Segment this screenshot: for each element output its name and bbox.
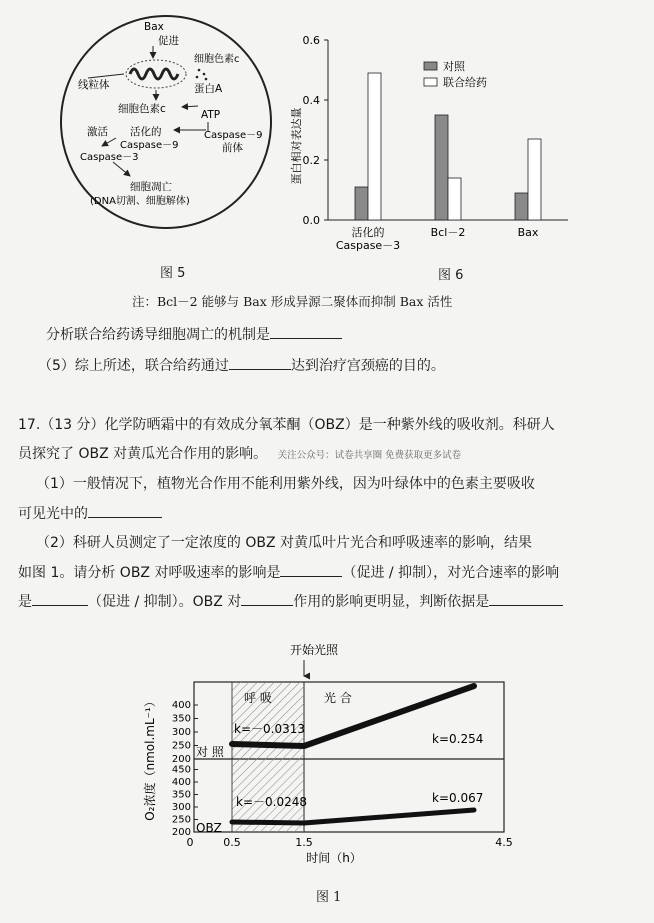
fig1-ytick-label: 250 xyxy=(171,740,191,752)
question-5 xyxy=(38,357,445,375)
q17-p1-line2 xyxy=(18,505,162,523)
legend-combined: 联合给药 xyxy=(443,76,487,89)
q17-line2 xyxy=(18,446,461,463)
fig1-obz-label: OBZ xyxy=(196,821,222,835)
fig5-activated-casp9-2: Caspase－9 xyxy=(120,140,179,151)
fig1-k-control-photo: k=0.254 xyxy=(432,732,484,746)
q17-p2-a: 如图 1。请分析 OBZ 对呼吸速率的影响是 xyxy=(18,565,281,581)
arrow-protein-a xyxy=(182,106,198,107)
fig6-caption: 图 6 xyxy=(438,268,464,283)
fig5-promote: 促进 xyxy=(158,35,179,47)
q17-p1-line1: （1）一般情况下，植物光合作用不能利用紫外线，因为叶绿体中的色素主要吸收 xyxy=(36,476,535,492)
q17-p3-b: （促进 / 抑制）。OBZ 对 xyxy=(88,594,242,610)
answer-blank-mechanism[interactable] xyxy=(270,326,342,339)
question-5-text: （5）综上所述，联合给药通过 xyxy=(38,358,229,374)
fig6-category-label: 活化的 xyxy=(351,226,385,239)
watermark-note: 关注公众号：试卷共享圈 免费获取更多试卷 xyxy=(277,450,462,461)
legend-control: 对照 xyxy=(443,60,465,73)
fig6-bar-combined xyxy=(368,73,381,220)
figure-6-bar-chart xyxy=(282,26,582,262)
fig1-ytick-label: 200 xyxy=(171,827,191,838)
legend-swatch-combined xyxy=(424,78,437,86)
q17-line1: 17.（13 分）化学防晒霜中的有效成分氧苯酮（OBZ）是一种紫外线的吸收剂。科研人 xyxy=(18,417,555,433)
fig5-death-1: 细胞凋亡 xyxy=(130,181,172,193)
arrow-activate xyxy=(102,138,116,146)
fig6-bar-control xyxy=(435,115,448,220)
fig5-protein-a: 蛋白A xyxy=(194,83,223,95)
question-5-end: 达到治疗宫颈癌的目的。 xyxy=(290,358,445,374)
fig6-bar-control xyxy=(355,187,368,220)
question-mechanism-text: 分析联合给药诱导细胞凋亡的机制是 xyxy=(46,327,270,343)
line-mito-label xyxy=(88,74,124,78)
q17-p3-line xyxy=(18,593,563,611)
fig5-casp9-pre-1: Caspase－9 xyxy=(204,130,263,141)
fig5-caption: 图 5 xyxy=(160,266,186,281)
fig6-category-label: Bax xyxy=(517,226,539,239)
fig1-xlabel: 时间（h） xyxy=(306,851,362,865)
fig5-casp9-pre-2: 前体 xyxy=(222,142,243,154)
answer-blank-5[interactable] xyxy=(229,357,291,370)
fig1-ytick-label: 350 xyxy=(171,713,191,725)
figure-1-chart xyxy=(138,640,538,880)
mitochondrion-cristae xyxy=(130,69,178,79)
fig1-xtick-45: 4.5 xyxy=(495,836,513,849)
fig1-ytick-label: 350 xyxy=(171,789,191,801)
fig5-activate: 激活 xyxy=(87,126,108,138)
answer-blank-reason[interactable] xyxy=(489,593,563,606)
fig6-bar-control xyxy=(515,193,528,220)
fig1-xtick-0: 0 xyxy=(186,836,194,849)
arrow-to-apoptosis xyxy=(113,162,130,176)
fig6-bar-combined xyxy=(528,139,541,220)
fig1-ytick-label: 250 xyxy=(171,814,191,826)
fig6-ytick-label: 0.2 xyxy=(302,154,320,167)
cytochrome-c-dots xyxy=(196,69,208,81)
q17-p3-a: 是 xyxy=(18,594,32,610)
fig5-cytc-mid: 细胞色素c xyxy=(118,103,166,115)
fig6-ytick-label: 0.0 xyxy=(302,214,320,227)
fig1-ylabel: O₂浓度（nmol.mL⁻¹） xyxy=(143,695,157,821)
fig1-ytick-label: 300 xyxy=(171,727,191,738)
fig1-k-obz-photo: k=0.067 xyxy=(432,791,484,805)
figure-note: 注：Bcl－2 能够与 Bax 形成异源二聚体而抑制 Bax 活性 xyxy=(132,294,453,309)
fig1-control-label: 对 照 xyxy=(196,745,224,759)
fig1-k-control-resp: k=－0.0313 xyxy=(234,722,305,736)
fig6-ytick-label: 0.4 xyxy=(302,94,320,107)
fig5-cytc-top: 细胞色素c xyxy=(194,54,240,65)
q17-p1-line2-text: 可见光中的 xyxy=(18,506,88,522)
fig1-xtick-05: 0.5 xyxy=(223,836,241,849)
fig1-ytick-label: 400 xyxy=(171,777,191,788)
q17-p3-c: 作用的影响更明显，判断依据是 xyxy=(293,594,490,610)
q17-line2-text: 员探究了 OBZ 对黄瓜光合作用的影响。 xyxy=(18,446,268,462)
fig6-category-label: Bcl－2 xyxy=(430,226,466,239)
fig1-ytick-label: 200 xyxy=(171,754,191,765)
answer-blank-photosynthesis[interactable] xyxy=(32,593,88,606)
fig1-photosynthesis: 光 合 xyxy=(324,691,352,705)
fig1-respiration: 呼 吸 xyxy=(244,691,272,705)
question-mechanism xyxy=(46,326,342,344)
fig1-ytick-label: 450 xyxy=(171,764,191,776)
q17-p2-line2 xyxy=(18,564,559,582)
fig1-ytick-label: 300 xyxy=(171,802,191,813)
fig1-caption: 图 1 xyxy=(316,890,342,905)
fig1-ytick-label: 400 xyxy=(171,700,191,711)
answer-blank-p1[interactable] xyxy=(88,505,162,518)
fig5-atp: ATP xyxy=(201,109,221,121)
fig5-bax: Bax xyxy=(144,21,164,33)
fig5-death-2: (DNA切割、细胞解体) xyxy=(90,196,190,207)
figure-5-diagram xyxy=(58,12,278,234)
fig6-ylabel: 蛋白相对表达量 xyxy=(290,107,303,185)
fig1-k-obz-resp: k=－0.0248 xyxy=(236,795,307,809)
legend-swatch-control xyxy=(424,62,437,70)
answer-blank-effect[interactable] xyxy=(241,593,293,606)
fig5-casp3: Caspase－3 xyxy=(80,152,139,163)
q17-p2-b: （促进 / 抑制），对光合速率的影响 xyxy=(342,565,560,581)
q17-p2-line1: （2）科研人员测定了一定浓度的 OBZ 对黄瓜叶片光合和呼吸速率的影响，结果 xyxy=(36,535,533,551)
fig1-start-light: 开始光照 xyxy=(290,643,339,657)
fig1-xtick-15: 1.5 xyxy=(295,836,313,849)
fig6-ytick-label: 0.6 xyxy=(302,34,320,47)
fig5-activated-casp9-1: 活化的 xyxy=(130,126,162,138)
fig5-mito: 线粒体 xyxy=(78,79,110,91)
fig6-bar-combined xyxy=(448,178,461,220)
fig6-category-label: Caspase－3 xyxy=(335,239,401,252)
answer-blank-respiration[interactable] xyxy=(280,564,342,577)
